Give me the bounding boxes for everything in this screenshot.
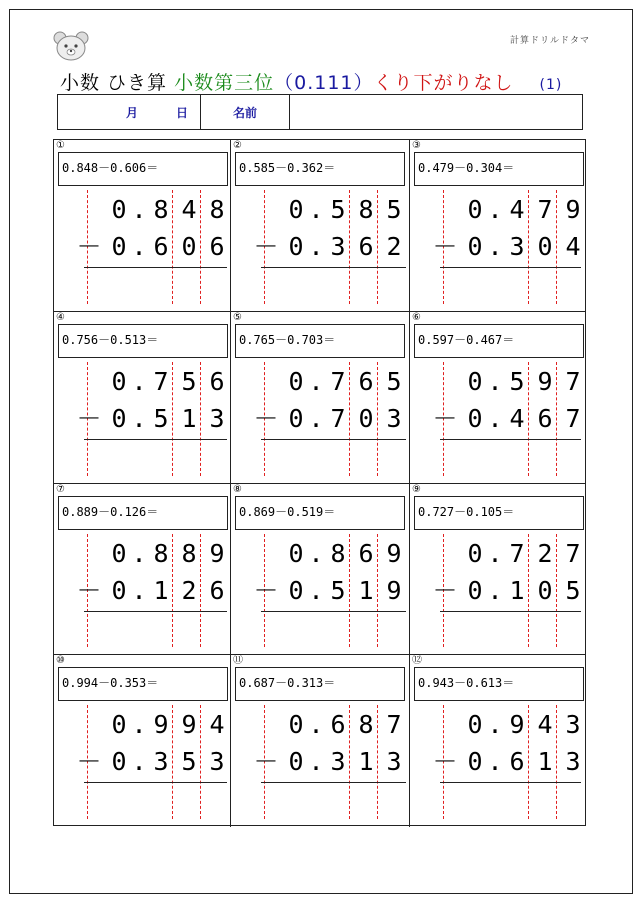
name-label-cell (201, 95, 290, 129)
bear-logo-icon (52, 30, 90, 62)
answer-area[interactable] (440, 442, 581, 478)
minus-sign: － (253, 232, 279, 261)
day-label: 日 (176, 106, 189, 120)
page-number: (1) (539, 77, 563, 93)
minuend-digit: . (308, 538, 324, 568)
subtrahend-digit: 3 (330, 232, 346, 261)
minuend-digit: 6 (358, 366, 374, 396)
subtrahend-digit: . (308, 747, 324, 777)
problem-cell (410, 312, 585, 484)
subtrahend-digit: 1 (358, 575, 374, 605)
problem-expression: 0.597－0.467＝ (414, 324, 584, 358)
minuend-digit: . (131, 195, 147, 224)
title-condition: くり下がりなし (373, 72, 514, 94)
subtrahend-digit: 3 (386, 747, 402, 777)
minuend-digit: 9 (537, 366, 553, 396)
minuend-digit: 7 (509, 538, 525, 568)
minuend-digit: 0 (467, 538, 483, 568)
answer-area[interactable] (261, 614, 406, 650)
minuend-digit: 9 (509, 710, 525, 740)
minuend-digit: 0 (467, 366, 483, 396)
minuend-digit: 4 (209, 710, 225, 740)
minuend-digit: 8 (330, 538, 346, 568)
name-field[interactable] (290, 95, 582, 129)
minuend-digit: 8 (181, 538, 197, 568)
answer-line (261, 782, 406, 783)
minuend-digit: . (487, 538, 503, 568)
minuend-digit: 0 (288, 710, 304, 740)
answer-line (84, 782, 227, 783)
answer-area[interactable] (440, 614, 581, 650)
subtrahend-digit: 3 (509, 232, 525, 261)
subtrahend-digit: 1 (181, 403, 197, 433)
problem-expression: 0.756－0.513＝ (58, 324, 228, 358)
subtrahend-digit: . (308, 575, 324, 605)
minuend-digit: 0 (111, 195, 127, 224)
minuend-digit: 8 (358, 195, 374, 224)
problem-grid (53, 139, 586, 826)
subtrahend-digit: . (131, 747, 147, 777)
problem-number: ⑪ (233, 655, 243, 667)
minuend-digit: 9 (565, 195, 581, 224)
minus-sign: － (432, 232, 458, 261)
subtrahend-digit: . (308, 232, 324, 261)
answer-area[interactable] (261, 442, 406, 478)
minuend-digit: 6 (209, 366, 225, 396)
subtrahend-digit: 6 (153, 232, 169, 261)
subtrahend-digit: 0 (537, 575, 553, 605)
problem-expression: 0.889－0.126＝ (58, 496, 228, 530)
problem-expression: 0.585－0.362＝ (235, 152, 405, 186)
minuend-digit: 8 (209, 195, 225, 224)
date-field[interactable] (58, 95, 201, 129)
answer-area[interactable] (84, 614, 227, 650)
subtrahend-digit: . (308, 403, 324, 433)
minuend-digit: 5 (386, 195, 402, 224)
subtrahend-digit: 1 (509, 575, 525, 605)
subtrahend-digit: 0 (111, 747, 127, 777)
answer-line (84, 439, 227, 440)
subtrahend-digit: 0 (111, 403, 127, 433)
problem-cell (231, 312, 410, 484)
minuend-digit: 4 (181, 195, 197, 224)
minuend-digit: 5 (330, 195, 346, 224)
subtrahend-digit: 0 (467, 232, 483, 261)
subtrahend-digit: 0 (537, 232, 553, 261)
subtrahend-digit: 2 (181, 575, 197, 605)
minus-sign: － (76, 232, 102, 261)
subtrahend-digit: 5 (330, 575, 346, 605)
minuend-digit: . (131, 710, 147, 740)
title-unit: （0.111） (274, 72, 374, 94)
minuend-digit: 7 (565, 366, 581, 396)
problem-cell (410, 484, 585, 656)
minuend-digit: 7 (537, 195, 553, 224)
problem-expression: 0.687－0.313＝ (235, 667, 405, 701)
minuend-digit: 5 (386, 366, 402, 396)
minuend-digit: 8 (153, 538, 169, 568)
minus-sign: － (76, 575, 102, 605)
subtrahend-digit: 0 (181, 232, 197, 261)
subtrahend-digit: 3 (386, 403, 402, 433)
subtrahend-digit: . (487, 747, 503, 777)
answer-line (261, 267, 406, 268)
minuend-digit: . (487, 195, 503, 224)
minuend-digit: 0 (111, 710, 127, 740)
minuend-digit: . (308, 366, 324, 396)
answer-area[interactable] (84, 785, 227, 821)
minus-sign: － (253, 403, 279, 433)
minuend-digit: 0 (111, 538, 127, 568)
subtrahend-digit: . (131, 403, 147, 433)
subtrahend-digit: 5 (153, 403, 169, 433)
problem-expression: 0.869－0.519＝ (235, 496, 405, 530)
minuend-digit: 0 (288, 195, 304, 224)
subtrahend-digit: 0 (358, 403, 374, 433)
subtrahend-digit: 1 (153, 575, 169, 605)
subtrahend-digit: 6 (209, 575, 225, 605)
problem-expression: 0.765－0.703＝ (235, 324, 405, 358)
subtrahend-digit: 3 (565, 747, 581, 777)
answer-line (84, 267, 227, 268)
subtrahend-digit: 6 (537, 403, 553, 433)
answer-area[interactable] (440, 785, 581, 821)
problem-number: ⑥ (412, 311, 421, 323)
minus-sign: － (432, 575, 458, 605)
minuend-digit: 9 (209, 538, 225, 568)
problem-number: ④ (56, 311, 65, 323)
problem-number: ⑩ (56, 655, 65, 667)
minuend-digit: 6 (358, 538, 374, 568)
problem-number: ⑦ (56, 483, 65, 495)
minuend-digit: 9 (181, 710, 197, 740)
subtrahend-digit: 4 (509, 403, 525, 433)
subtrahend-digit: 0 (467, 575, 483, 605)
minus-sign: － (253, 575, 279, 605)
problem-expression: 0.727－0.105＝ (414, 496, 584, 530)
subtrahend-digit: 3 (209, 747, 225, 777)
subtrahend-digit: 6 (358, 232, 374, 261)
minuend-digit: 0 (467, 195, 483, 224)
subtrahend-digit: 2 (386, 232, 402, 261)
problem-cell (231, 484, 410, 656)
subtrahend-digit: 0 (111, 232, 127, 261)
subtrahend-digit: . (131, 232, 147, 261)
minuend-digit: 6 (330, 710, 346, 740)
minuend-digit: 2 (537, 538, 553, 568)
minus-sign: － (432, 747, 458, 777)
subtrahend-digit: . (131, 575, 147, 605)
problem-cell (231, 140, 410, 312)
minuend-digit: 5 (181, 366, 197, 396)
problem-cell (54, 484, 231, 656)
minuend-digit: . (308, 195, 324, 224)
answer-area[interactable] (261, 785, 406, 821)
answer-line (440, 439, 581, 440)
worksheet-title (60, 68, 562, 95)
answer-area[interactable] (440, 270, 581, 306)
minuend-digit: 0 (111, 366, 127, 396)
minuend-digit: . (308, 710, 324, 740)
answer-line (440, 267, 581, 268)
problem-number: ⑤ (233, 311, 242, 323)
subtrahend-digit: 4 (565, 232, 581, 261)
subtrahend-digit: 7 (330, 403, 346, 433)
subtrahend-digit: . (487, 232, 503, 261)
minuend-digit: 9 (153, 710, 169, 740)
name-label: 名前 (233, 106, 258, 120)
answer-line (261, 439, 406, 440)
subtrahend-digit: 3 (153, 747, 169, 777)
minuend-digit: 8 (358, 710, 374, 740)
answer-line (440, 611, 581, 612)
problem-number: ③ (412, 140, 421, 151)
minuend-digit: 4 (537, 710, 553, 740)
subtrahend-digit: 1 (358, 747, 374, 777)
problem-cell (54, 312, 231, 484)
subtrahend-digit: 0 (467, 747, 483, 777)
minuend-digit: 0 (288, 366, 304, 396)
brand-text: 計算ドリルドタマ (509, 36, 590, 46)
subtrahend-digit: 5 (181, 747, 197, 777)
problem-expression: 0.994－0.353＝ (58, 667, 228, 701)
answer-line (84, 611, 227, 612)
answer-line (261, 611, 406, 612)
problem-expression: 0.848－0.606＝ (58, 152, 228, 186)
minus-sign: － (76, 403, 102, 433)
subtrahend-digit: . (487, 403, 503, 433)
problem-cell (54, 140, 231, 312)
subtrahend-digit: 0 (288, 232, 304, 261)
problem-cell (54, 655, 231, 827)
subtrahend-digit: 6 (509, 747, 525, 777)
subtrahend-digit: 9 (386, 575, 402, 605)
title-level: 小数第三位 (174, 72, 275, 94)
answer-area[interactable] (84, 270, 227, 306)
minuend-digit: 3 (565, 710, 581, 740)
problem-number: ① (56, 140, 65, 151)
subtrahend-digit: 3 (209, 403, 225, 433)
problem-number: ② (233, 140, 242, 151)
problem-cell (410, 140, 585, 312)
subtrahend-digit: 0 (467, 403, 483, 433)
subtrahend-digit: 0 (288, 403, 304, 433)
minuend-digit: 4 (509, 195, 525, 224)
minuend-digit: 5 (509, 366, 525, 396)
problem-cell (231, 655, 410, 827)
minuend-digit: . (131, 538, 147, 568)
minuend-digit: 9 (386, 538, 402, 568)
minuend-digit: 7 (565, 538, 581, 568)
minuend-digit: 7 (153, 366, 169, 396)
minuend-digit: 8 (153, 195, 169, 224)
minus-sign: － (432, 403, 458, 433)
problem-number: ⑫ (412, 655, 422, 667)
minuend-digit: 0 (467, 710, 483, 740)
subtrahend-digit: 0 (111, 575, 127, 605)
problem-number: ⑨ (412, 483, 421, 495)
minus-sign: － (253, 747, 279, 777)
minuend-digit: . (131, 366, 147, 396)
problem-expression: 0.943－0.613＝ (414, 667, 584, 701)
subtrahend-digit: 0 (288, 575, 304, 605)
title-topic: 小数 ひき算 (60, 72, 175, 94)
subtrahend-digit: 1 (537, 747, 553, 777)
name-date-box (57, 94, 583, 130)
problem-number: ⑧ (233, 483, 242, 495)
minuend-digit: 7 (386, 710, 402, 740)
subtrahend-digit: 7 (565, 403, 581, 433)
subtrahend-digit: 6 (209, 232, 225, 261)
subtrahend-digit: 5 (565, 575, 581, 605)
subtrahend-digit: 0 (288, 747, 304, 777)
problem-cell (410, 655, 585, 827)
subtrahend-digit: . (487, 575, 503, 605)
month-label: 月 (126, 106, 139, 120)
minuend-digit: . (487, 710, 503, 740)
subtrahend-digit: 3 (330, 747, 346, 777)
answer-line (440, 782, 581, 783)
answer-area[interactable] (84, 442, 227, 478)
minuend-digit: . (487, 366, 503, 396)
answer-area[interactable] (261, 270, 406, 306)
minuend-digit: 7 (330, 366, 346, 396)
problem-expression: 0.479－0.304＝ (414, 152, 584, 186)
minuend-digit: 0 (288, 538, 304, 568)
minus-sign: － (76, 747, 102, 777)
